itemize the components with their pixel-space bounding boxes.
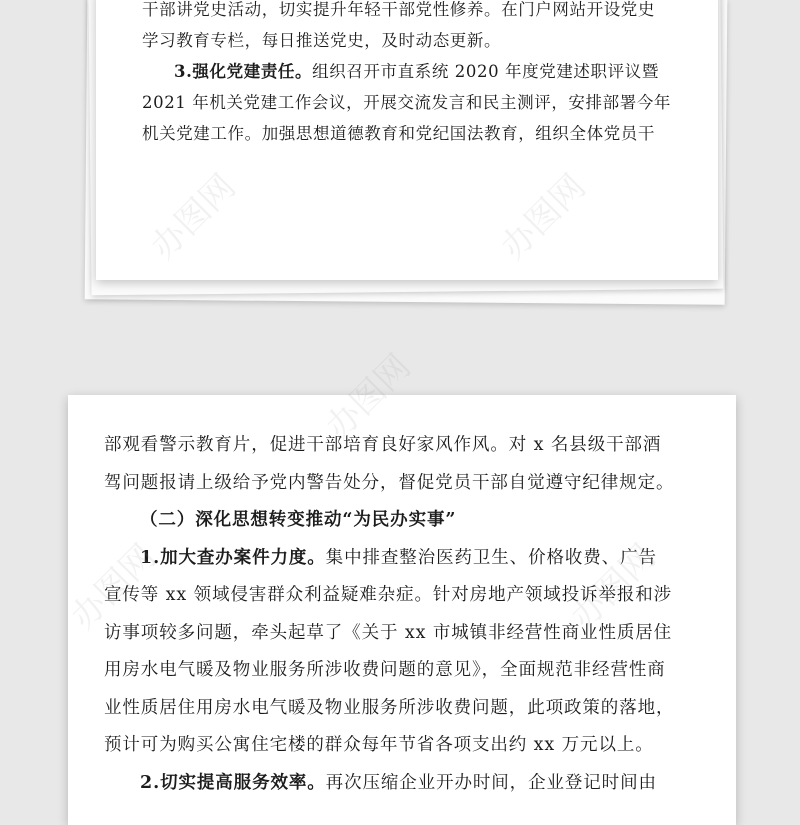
text-line [142, 89, 671, 113]
text-line [104, 731, 654, 756]
text-line [104, 619, 672, 644]
document-page-bottom [68, 395, 736, 825]
body-text: 集中排查整治医药卫生、价格收费、广告 [325, 547, 657, 568]
text-line [174, 58, 659, 82]
body-text: 访事项较多问题，牵头起草了《关于 xx 市城镇非经营性商业性质居住 [104, 622, 673, 643]
text-line [104, 656, 666, 681]
text-line [140, 506, 456, 531]
body-text: 再次压缩企业开办时间，企业登记时间由 [325, 772, 657, 793]
body-text: 2021 年机关党建工作会议，开展交流发言和民主测评，安排部署今年 [142, 93, 672, 112]
bold-heading-text: 2.切实提高服务效率。 [140, 772, 326, 793]
body-text: 机关党建工作。加强思想道德教育和党纪国法教育，组织全体党员干 [142, 124, 655, 143]
body-text: 宣传等 xx 领域侵害群众利益疑难杂症。针对房地产领域投诉举报和涉 [104, 585, 673, 605]
text-line [104, 431, 661, 456]
bold-heading-text: 1.加大查办案件力度。 [140, 547, 326, 568]
text-line [142, 0, 655, 20]
body-text: 学习教育专栏，每日推送党史，及时动态更新。 [142, 31, 502, 50]
body-text: 预计可为购买公寓住宅楼的群众每年节省各项支出约 xx 万元以上。 [104, 735, 654, 755]
text-line [104, 469, 674, 494]
body-text: 组织召开市直系统 2020 年度党建述职评议暨 [312, 62, 659, 81]
text-line [104, 581, 672, 606]
text-line [140, 544, 657, 569]
text-line [142, 120, 655, 144]
document-page-top [96, 0, 718, 280]
body-text: 部观看警示教育片，促进干部培育良好家风作风。对 x 名县级干部酒 [104, 435, 662, 455]
body-text: 干部讲党史活动，切实提升年轻干部党性修养。在门户网站开设党史 [142, 0, 655, 19]
text-line [142, 27, 501, 51]
text-line [104, 694, 674, 719]
bold-heading-text: （二）深化思想转变推动“为民办实事” [140, 510, 457, 530]
body-text: 用房水电气暖及物业服务所涉收费问题的意见》，全面规范非经营性商 [104, 660, 666, 680]
body-text: 驾问题报请上级给予党内警告处分，督促党员干部自觉遵守纪律规定。 [104, 472, 675, 493]
bold-heading-text: 3.强化党建责任。 [174, 62, 313, 81]
text-line [140, 769, 657, 794]
body-text: 业性质居住用房水电气暖及物业服务所涉收费问题，此项政策的落地， [104, 697, 675, 718]
